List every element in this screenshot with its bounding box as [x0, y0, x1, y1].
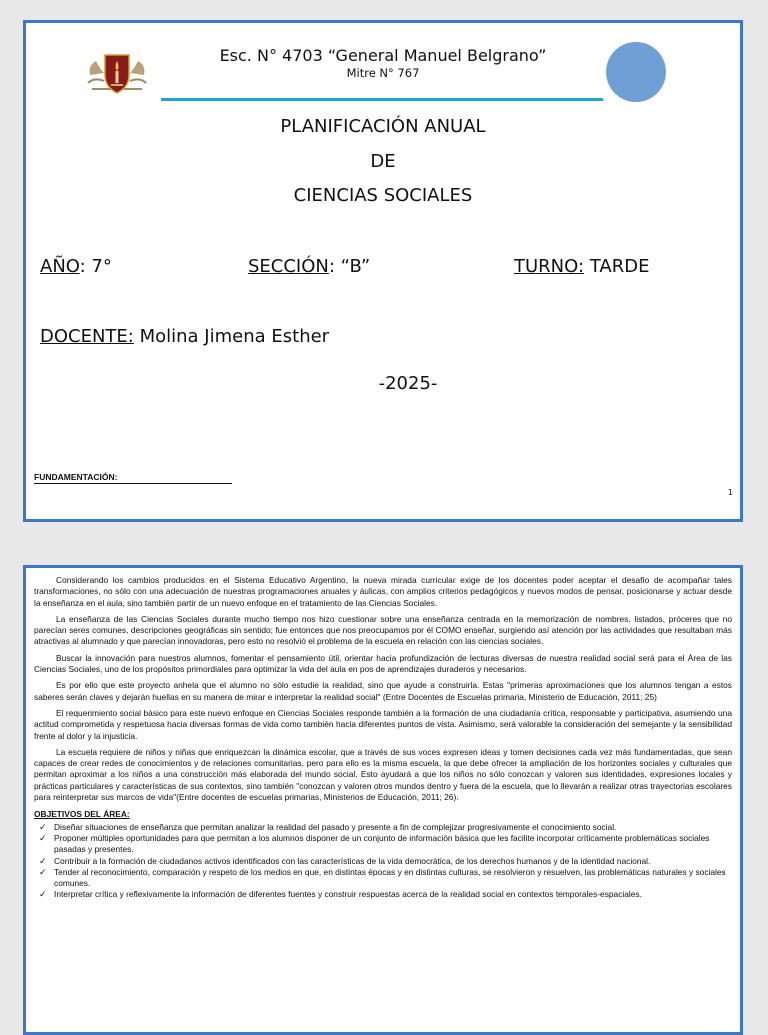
- shift-value: TARDE: [584, 256, 650, 277]
- objective-text: Contribuir a la formación de ciudadanos activos identificados con las características de la vida democrática, de los derechos humanos y de la identidad nacional.: [54, 855, 651, 866]
- teacher-field: [40, 326, 329, 347]
- paragraph: Considerando los cambios producidos en el Sistema Educativo Argentino, la nueva mirada curricular exige de los docentes poder aceptar el desafío de acompañar tales transformaciones, no sólo con una adecuación de nuestras programaciones anuales y áulicas, con amplios criterios pedagógicos y nuevos modos de pensar, posicionarse y actuar desde la enseñanza en el aula, sino también partir de un nuevo enfoque en el tratamiento de las Ciencias Sociales.: [34, 575, 732, 608]
- section-value: : “B”: [328, 256, 371, 277]
- checkmark-icon: ✓: [39, 855, 47, 866]
- list-item: [34, 833, 732, 856]
- title-line-1: PLANIFICACIÓN ANUAL: [280, 116, 486, 137]
- list-item: [34, 856, 732, 867]
- shift-label: TURNO:: [514, 256, 585, 277]
- paragraph: La escuela requiere de niños y niñas que enriquezcan la dinámica escolar, que a través de sus voces expresen ideas y tomen decisiones cada vez más fundamentadas, que sean capaces de crear redes de conocimientos y de relaciones comunitarias, pero para ello es la misma escuela, la que debe ofrecer la ampliación de los horizontes sociales y culturales que permitan aproximar a los niños a una construcción más elaborada del mundo social. Esto ayudará a que los niños no sólo conozcan y valoren sus identidades, expresiones locales y prácticas particulares y características de sus contextos, sino también "conozcan y valoren otros mundos dentro y fuera de la escuela, que lo llevarán a realizar otras trayectorias escolares para reinterpretar sus marcos de vida"(Entre docentes de escuelas primarias, Ministerios de Educación, 2011; 26).: [34, 746, 732, 803]
- objectives-list: [34, 822, 732, 901]
- teacher-label: DOCENTE:: [40, 326, 134, 347]
- body-text: [34, 575, 732, 901]
- fundamentacion-heading: FUNDAMENTACIÓN:: [34, 472, 232, 484]
- list-item: [34, 822, 732, 833]
- year-label: AÑO: [40, 256, 80, 277]
- paragraph: El requerimiento social básico para este nuevo enfoque en Ciencias Sociales responde también a la formación de una ciudadanía crítica, responsable y participativa, asumiendo una actitud comprometida y respetuosa hacia diversas formas de vida como también hacia diferentes puntos de vista. Asimismo, será valorable la consideración del semejante y la sensibilidad frente al dolor y la injusticia.: [34, 707, 732, 741]
- year-field: [40, 256, 112, 277]
- objective-text: Proponer múltiples oportunidades para que permitan a los alumnos disponer de un conjunto de información básica que les facilite incorporar críticamente problemáticas sociales pasadas y presentes.: [54, 832, 710, 855]
- list-item: [34, 867, 732, 890]
- section-field: [248, 256, 370, 277]
- school-name: Esc. N° 4703 “General Manuel Belgrano”: [219, 46, 547, 65]
- cover-page: [23, 20, 743, 522]
- header-divider: [161, 98, 603, 101]
- school-year: -2025-: [378, 373, 438, 394]
- decorative-circle: [606, 42, 666, 102]
- checkmark-icon: ✓: [39, 832, 47, 843]
- teacher-value: Molina Jimena Esther: [133, 326, 330, 347]
- paragraph: La enseñanza de las Ciencias Sociales durante mucho tiempo nos hizo cuestionar sobre una enseñanza centrada en la memorización de nombres, listados, próceres que no parecían seres comunes, descripciones geográficas sin sentido; fue entonces que nos preocupamos por él COMO enseñar, surgiendo así atención por las actividades que resultaban más atractivas al alumnado y que parecían innovadoras, pero esto no resolvió el problema de la escuela en relación con las ciencias sociales.: [34, 613, 732, 647]
- objectives-heading: OBJETIVOS DEL ÁREA:: [34, 809, 130, 820]
- list-item: [34, 889, 732, 900]
- body-page: [23, 565, 743, 1035]
- paragraph: Es por ello que este proyecto anhela que el alumno no sólo estudie la realidad, sino que ayude a construirla. Estas "primeras aproximaciones que los alumnos tengan a estos saberes serán claves y dejarán huellas en su manera de mirar e interpretar la realidad social" (Entre Docentes de Escuelas primaria, Ministerio de Educación, 2011; 25): [34, 680, 732, 702]
- paragraph: Buscar la innovación para nuestros alumnos, fomentar el pensamiento útil, orientar hacia profundización de lecturas diversas de nuestra realidad social será para el Área de las Ciencias Sociales, uno de los propósitos primordiales para optimizar la vida del aula en pos de aprendizajes duraderos y necesarios.: [34, 652, 732, 675]
- objective-text: Tender al reconocimiento, comparación y respeto de los medios en que, en distintas épocas y en distintas culturas, se resolvieron y resuelven, las problemáticas naturales y sociales comunes.: [54, 866, 726, 889]
- school-address: Mitre N° 767: [346, 66, 420, 80]
- section-label: SECCIÓN: [248, 256, 329, 277]
- year-value: : 7°: [79, 256, 112, 277]
- title-line-3: CIENCIAS SOCIALES: [293, 185, 473, 206]
- shift-field: [514, 256, 649, 277]
- objective-text: Diseñar situaciones de enseñanza que permitan analizar la realidad del pasado y presente a fin de complejizar progresivamente el conocimiento social.: [54, 821, 617, 832]
- title-line-2: DE: [370, 151, 396, 172]
- checkmark-icon: ✓: [39, 889, 47, 900]
- checkmark-icon: ✓: [39, 821, 47, 832]
- page-number: 1: [727, 488, 733, 497]
- objective-text: Interpretar crítica y reflexivamente la información de diferentes fuentes y construir respuestas acerca de la realidad social en contextos temporales-espaciales.: [54, 889, 642, 900]
- checkmark-icon: ✓: [39, 866, 47, 877]
